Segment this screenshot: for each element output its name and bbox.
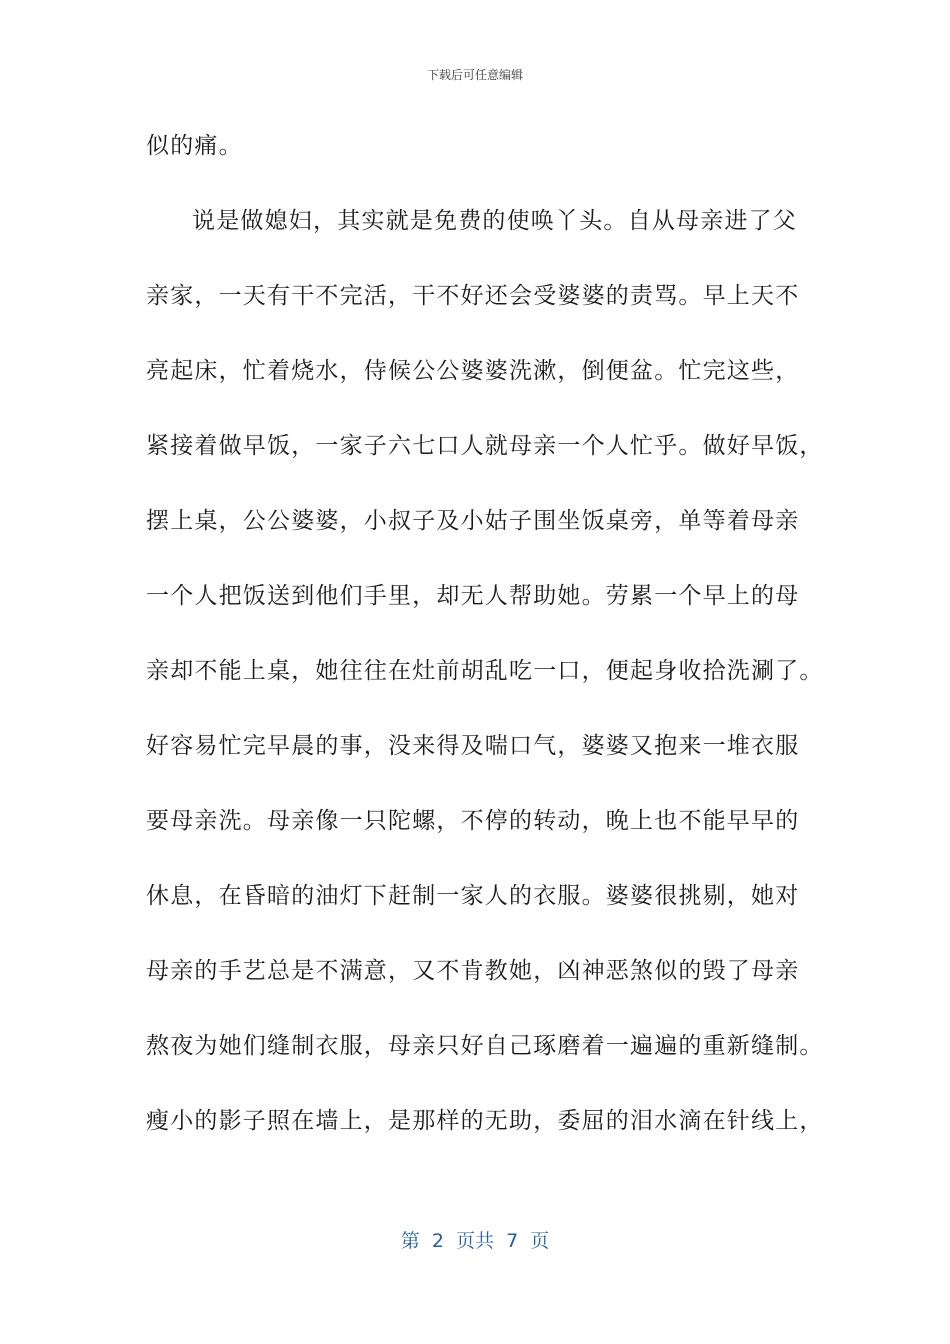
header-note: 下载后可任意编辑	[426, 68, 523, 82]
page-number-footer: 第 2 页共 7 页	[400, 1230, 550, 1252]
text-line: 紧接着做早饭，一家子六七口人就母亲一个人忙乎。做好早饭，	[146, 433, 824, 459]
text-line: 亲却不能上桌，她往往在灶前胡乱吃一口，便起身收拾洗涮了。	[146, 658, 824, 684]
text-line: 好容易忙完早晨的事，没来得及喘口气，婆婆又抱来一堆衣服	[146, 733, 800, 759]
text-line: 一个人把饭送到他们手里，却无人帮助她。劳累一个早上的母	[146, 583, 800, 609]
text-line: 似的痛。	[146, 133, 243, 159]
text-line: 熬夜为她们缝制衣服，母亲只好自己琢磨着一遍遍的重新缝制。	[146, 1033, 824, 1059]
text-line: 母亲的手艺总是不满意，又不肯教她，凶神恶煞似的毁了母亲	[146, 958, 800, 984]
text-line: 亲家，一天有干不完活，干不好还会受婆婆的责骂。早上天不	[146, 283, 800, 309]
text-line: 说是做媳妇，其实就是免费的使唤丫头。自从母亲进了父	[192, 208, 797, 234]
text-line: 摆上桌，公公婆婆，小叔子及小姑子围坐饭桌旁，单等着母亲	[146, 508, 800, 534]
text-line: 亮起床，忙着烧水，侍候公公婆婆洗漱，倒便盆。忙完这些，	[146, 358, 800, 384]
text-line: 休息，在昏暗的油灯下赶制一家人的衣服。婆婆很挑剔，她对	[146, 883, 800, 909]
document-body	[146, 122, 824, 1172]
text-line: 要母亲洗。母亲像一只陀螺，不停的转动，晚上也不能早早的	[146, 808, 800, 834]
text-line: 瘦小的影子照在墙上，是那样的无助，委屈的泪水滴在针线上，	[146, 1108, 824, 1134]
